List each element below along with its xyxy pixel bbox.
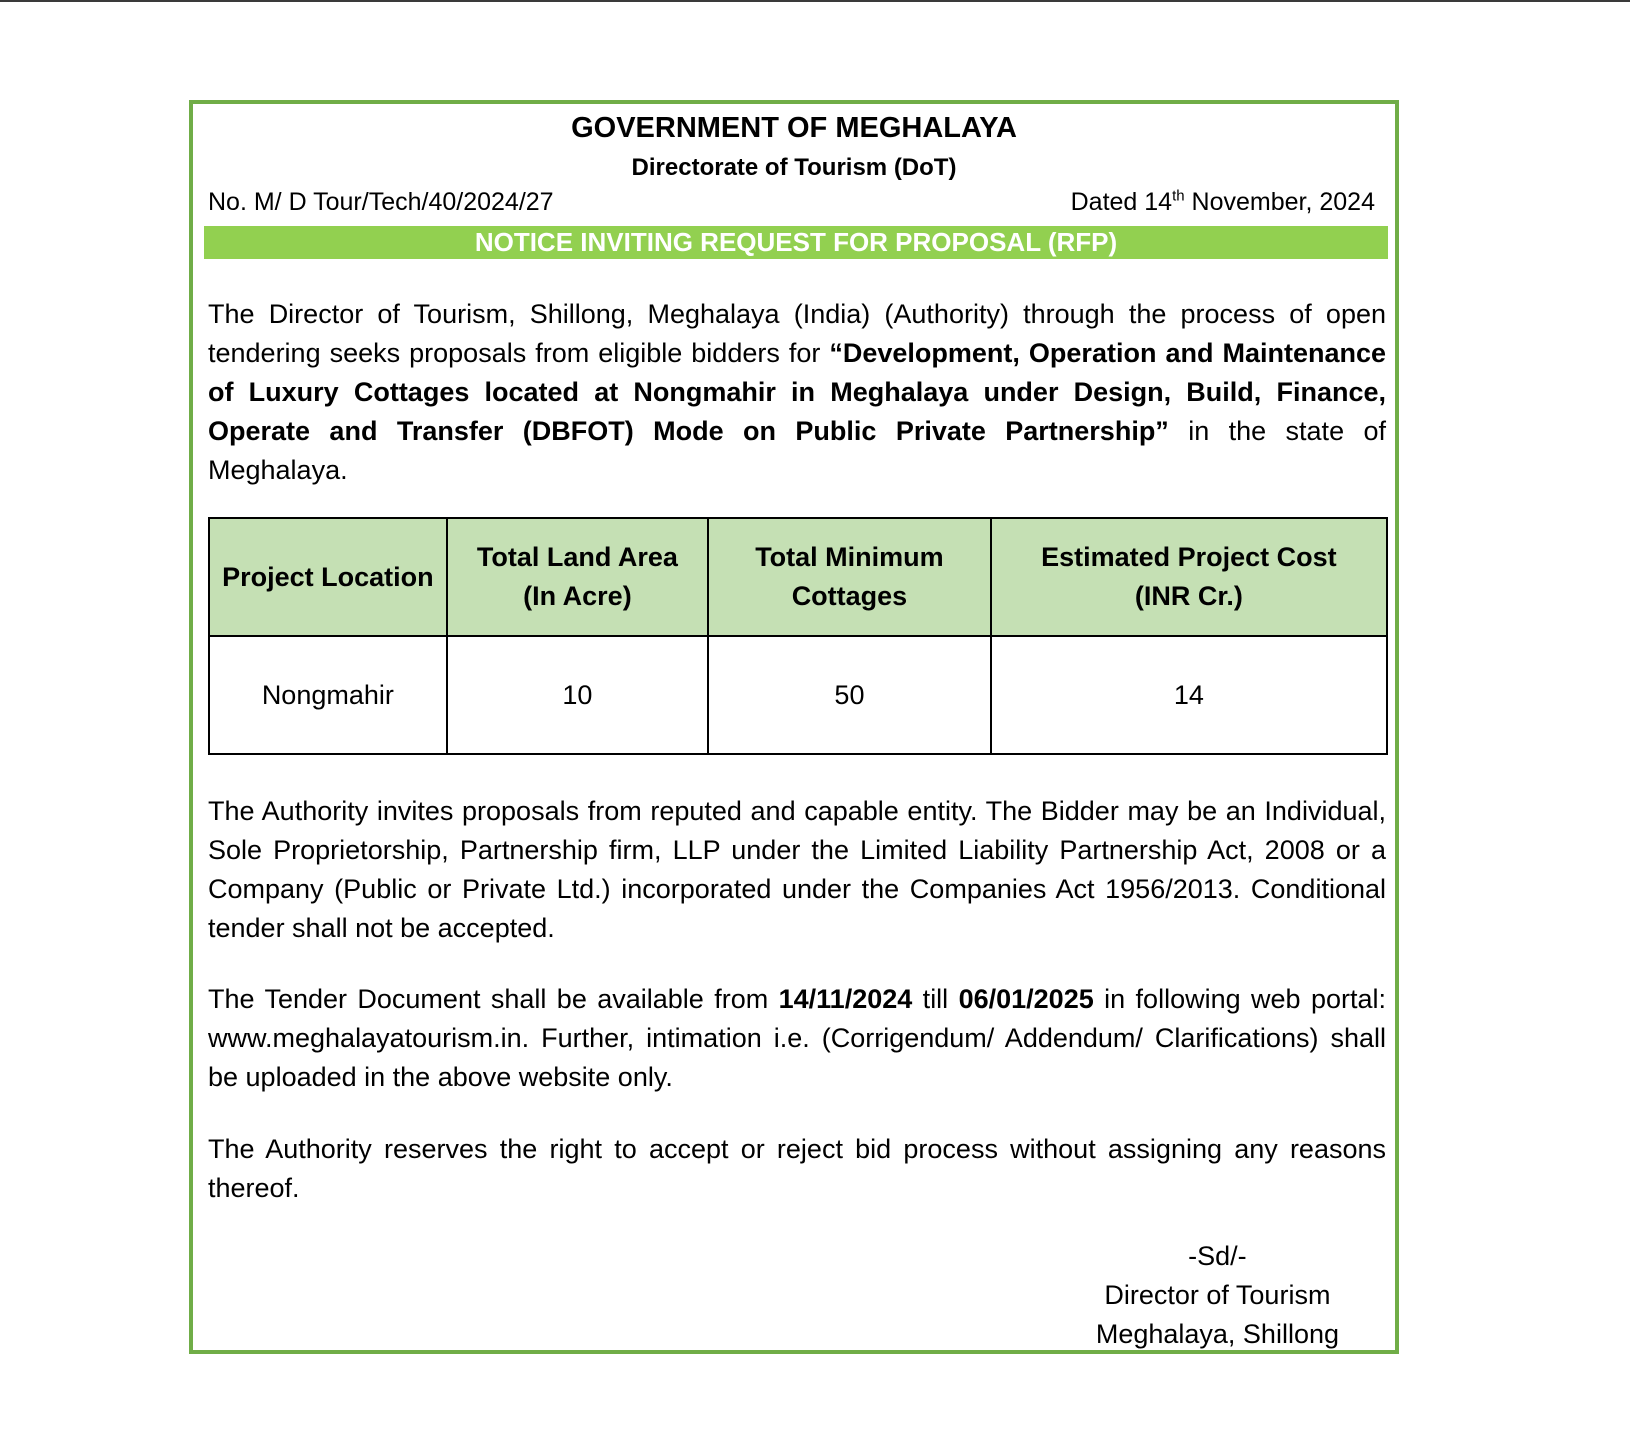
notice-date: Dated 14th November, 2024 (1070, 187, 1375, 216)
project-title: “Development, Operation and Maintenance of Luxury Cottages located at Nongmahir in Meghalaya under Design, Build, Finance, Operate and Transfer (DBFOT) Mode on Public Private Partnership” (208, 338, 1386, 446)
cell-cottages: 50 (708, 636, 991, 754)
table-header-row (209, 518, 1387, 636)
header-land-area: Total Land Area (In Acre) (447, 518, 708, 636)
availability-paragraph: The Tender Document shall be available from 14/11/2024 till 06/01/2025 in following web portal: www.meghalayatourism.in. Further, intimation i.e. (Corrigendum/ Addendum/ Clarifications) shall be uploaded in the above website only. (208, 984, 1387, 1092)
notice-title-bar: NOTICE INVITING REQUEST FOR PROPOSAL (RFP) (204, 226, 1388, 259)
signature-title: Director of Tourism (1104, 1280, 1331, 1310)
from-date: 14/11/2024 (778, 984, 913, 1014)
reservation-paragraph: The Authority reserves the right to accept or reject bid process without assigning any reasons thereof. (208, 1134, 1386, 1203)
government-heading: GOVERNMENT OF MEGHALAYA (571, 112, 1017, 144)
to-date: 06/01/2025 (958, 984, 1094, 1014)
top-border-line (0, 0, 1630, 2)
intro-paragraph: The Director of Tourism, Shillong, Meghalaya (India) (Authority) through the process of open tendering seeks proposals from eligible bidders for “Development, Operation and Maintenance of Luxury Cottages located at Nongmahir in Meghalaya under Design, Build, Finance, Operate and Transfer (DBFOT) Mode on Public Private Partnership” in the state of Meghalaya. (208, 299, 1386, 485)
header-project-cost: Estimated Project Cost (INR Cr.) (991, 518, 1387, 636)
cell-cost: 14 (991, 636, 1387, 754)
cell-location: Nongmahir (209, 636, 447, 754)
reference-row (208, 188, 1375, 222)
notice-frame (189, 100, 1399, 1354)
eligibility-paragraph: The Authority invites proposals from reputed and capable entity. The Bidder may be an Individual, Sole Proprietorship, Partnership firm, LLP under the Limited Liability Partnership Act, 2008 or a Company (Public or Private Ltd.) incorporated under the Companies Act 1956/2013. Conditional tender shall not be accepted. (208, 796, 1386, 943)
reference-number: No. M/ D Tour/Tech/40/2024/27 (208, 188, 554, 216)
signature-block (1096, 1237, 1339, 1354)
signature-place: Meghalaya, Shillong (1095, 1319, 1339, 1349)
project-table (208, 517, 1388, 755)
directorate-heading: Directorate of Tourism (DoT) (631, 154, 957, 181)
cell-land-area: 10 (447, 636, 708, 754)
header-min-cottages: Total Minimum Cottages (708, 518, 991, 636)
header-project-location: Project Location (209, 518, 447, 636)
table-row (209, 636, 1387, 754)
signature-sd: -Sd/- (1188, 1241, 1247, 1271)
